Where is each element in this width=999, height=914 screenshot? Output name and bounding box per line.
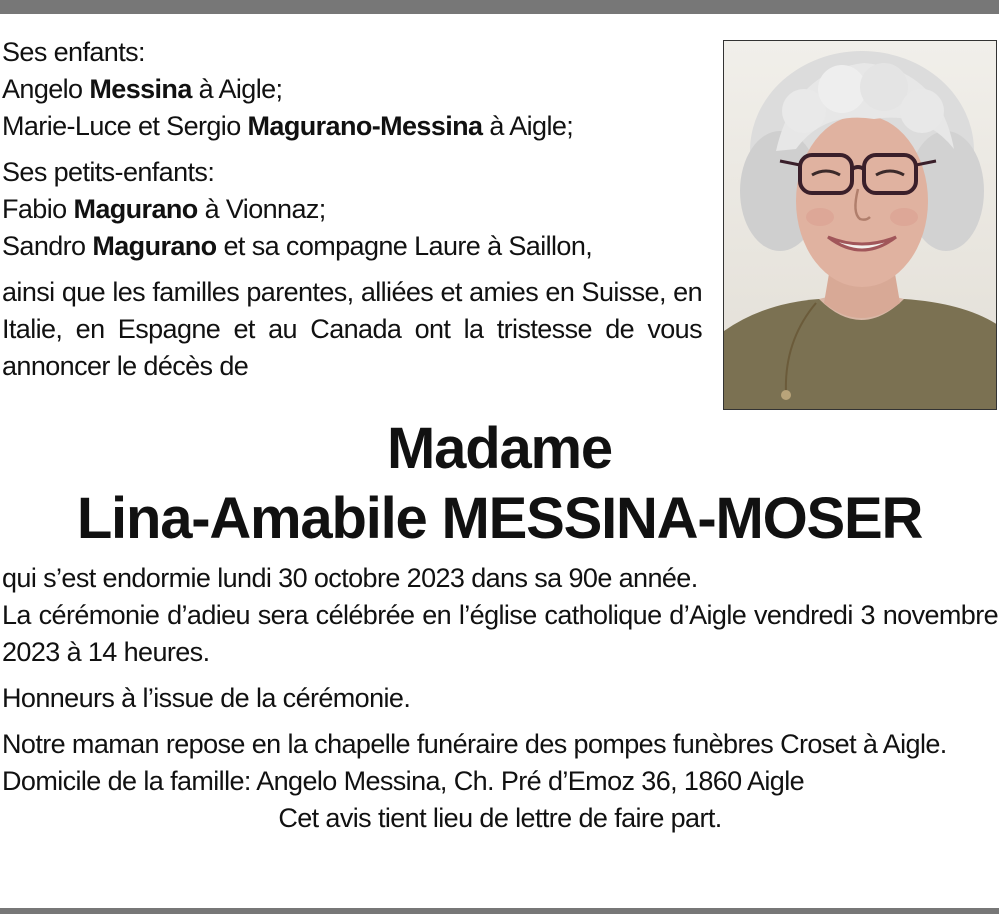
honorific: Madame (387, 416, 612, 481)
ceremony-line: La cérémonie d’adieu sera célébrée en l’église catholique d’Aigle vendredi 3 novembre 2023 à 14 heures. (2, 600, 998, 667)
honours-line: Honneurs à l’issue de la cérémonie. (2, 683, 411, 713)
notice-line: Cet avis tient lieu de lettre de faire part. (278, 803, 722, 833)
families-announcement: ainsi que les familles parentes, alliées et amies en Suisse, en Italie, en Espagne et au Canada ont la tristesse de vous annoncer le décès de (2, 277, 702, 381)
surname: Magurano-Messina (247, 111, 483, 141)
portrait-photo (723, 40, 997, 410)
death-line: qui s’est endormie lundi 30 octobre 2023 dans sa 90e année. (2, 563, 698, 593)
child-line (2, 71, 702, 108)
family-intro (2, 34, 702, 385)
first-names: Sandro (2, 231, 86, 261)
deceased-name: Lina-Amabile MESSINA-MOSER (76, 486, 923, 551)
rest-line: Notre maman repose en la chapelle funéraire des pompes funèbres Croset à Aigle. (2, 729, 947, 759)
portrait-illustration (724, 41, 997, 410)
grandchild-line (2, 191, 702, 228)
surname: Magurano (92, 231, 217, 261)
first-names: Fabio (2, 194, 67, 224)
bottom-rule (0, 908, 999, 914)
place: à Aigle; (489, 111, 574, 141)
home-address-line: Domicile de la famille: Angelo Messina, Ch. Pré d’Emoz 36, 1860 Aigle (2, 766, 805, 796)
first-names: Marie-Luce et Sergio (2, 111, 241, 141)
place: à Aigle; (198, 74, 283, 104)
first-names: Angelo (2, 74, 83, 104)
place: à Vionnaz; (204, 194, 326, 224)
child-line (2, 108, 702, 145)
announcement-body (2, 560, 998, 837)
grandchildren-heading: Ses petits-enfants: (2, 157, 215, 187)
surname: Magurano (73, 194, 198, 224)
surname: Messina (89, 74, 192, 104)
top-rule (0, 0, 999, 14)
place: et sa compagne Laure à Saillon, (223, 231, 593, 261)
children-heading: Ses enfants: (2, 37, 145, 67)
grandchild-line (2, 228, 702, 265)
